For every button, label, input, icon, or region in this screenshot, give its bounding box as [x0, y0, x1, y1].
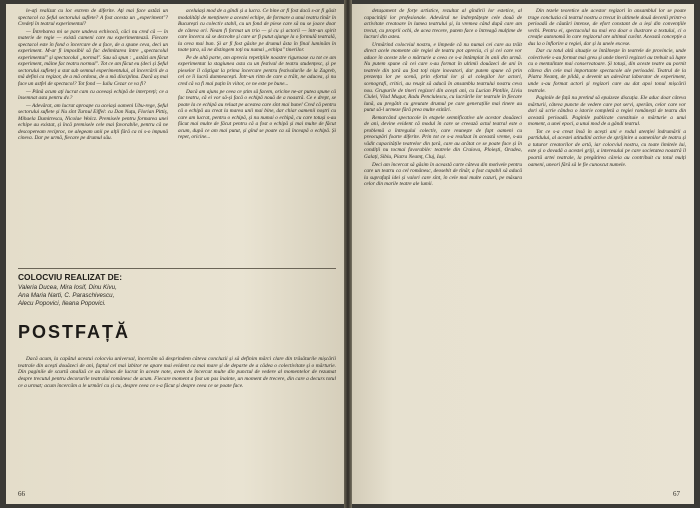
page-number-left: 66 — [18, 490, 25, 498]
paragraph: aceluiași mod de a gîndi și a lucra. Ce bine ar fi fost dacă s-ar fi găsit modalități de menținere a acestei echipe, de formare a unui teatru tînăr în București cu colectiv stabil, cu un fond de piese care să nu se joace doar de câteva ori. Neam fi format un trio — și cu și actorii — într-un spirit care încerca să se dezvolte și care ar fi putut ajunge la o formulă teatrală, la ceva mai bun. Și ar fi fost găsite pe drumul ăsta în final luminăm în toate țara, să ne distingem toți nu numai „echipa" tinerilor. — [178, 8, 336, 54]
section-divider — [18, 268, 336, 269]
paragraph: Din tezele teoretice ale acestor regizori în ansamblul lor se poate trage concluzia că teatrul nostru a trecut în ultimele două decenii printr-o perioadă de căutări intense, de efort constant de a ieși din convențiile vechi. Pentru ei, spectacolul nu mai era doar o ilustrare a textului, ci o creație autonomă în care regizorul are ultimul cuvînt. Această concepție a dus la o înflorire a regiei, dar și la unele excese. — [528, 8, 686, 47]
left-page — [6, 4, 344, 504]
paragraph: — Până acum ați lucrat cam cu aceeași echipă de interpreți; ce a însemnat asta pentru dv.? — [18, 88, 168, 102]
paragraph: Dacă am ajuns pe ceea ce știm să facem, oricine ne-ar putea spune că fac teatru, că ei vor să-și facă o echipă nouă de a noastră. Ce e drept, se poate la ce echipă au reluat pe acestea care sînt mai bune! Cred că pentru că o echipă au creat la marea unii mai bine, dar chiar oamenii noștri cu care am lucrat, pentru o echipă, și nu numai o echipă, cu care totuși s-au făcut mai multe de făcut pentru că a fost o echipă și mai multe de făcut acum, după ce am mai putut, și gînd se poate ca să înceapă o echipă. Și repet, oricine... — [178, 88, 336, 141]
paragraph: Tot ce s-a creat însă în acești ani e rodul atenției îndrumării a partidului, al acestei atitudini active de sprijinire a oamenilor de teatru și a tuturor creatorilor de artă, iar colocviul nostru, cu toate limitele lui, este și o dovadă a acestei griji, a interesului pe care societatea noastră îl poartă artei teatrale, la pregătirea căreia au contribuit cu totul mulți oameni, uneori fără să le fie cunoscut numele. — [528, 128, 686, 168]
paragraph: Paginile de față nu pretind să epuizeze discuția. Ele aduc doar câteva mărturii, câteva puncte de vedere care pot servi, sperăm, celor care vor dori să scrie cândva o istorie completă a regiei românești de teatru din această perioadă. Paginile publicate constituie o mărturie a unui moment, a unei epoci, a unui mod de a gândi teatrul. — [528, 95, 686, 128]
right-page — [352, 4, 694, 504]
paragraph: Urmărind colocviul nostru, e limpede că nu numai cei care au trăit direct acele momente ale regiei de teatru pot aprecia, ci și cei care vor aduce în aceste zile o mărturie a ceea ce s-a întâmplat în anii din urmă. Nu putem spune că cei care s-au format în ultimii douăzeci de ani în teatrele din țară au fost toți niște inovatori, dar putem spune că prin prezența lor pe scenă, prin efortul lor și al colegilor lor actori, scenografi, critici, au reușit să aducă în ansamblu teatrului nostru ceva nou. Grupurile de tineri regizori din acești ani, cu Lucian Pintilie, Liviu Ciulei, Vlad Mugur, Radu Penciulescu, cu lucrările lor teatrale în fiecare lună, au pregătit cu greutate drumul pe care generațiile mai tinere au putut să-l urmeze fără prea multe ezitări. — [364, 41, 522, 114]
paragraph: Dar cu totul altă situație se întâlnește în teatrele de provincie, unde colectivele s-au format mai greu și unde tinerii regizori au trebuit să lupte cu o mentalitate mai conservatoare. Și totuși, din aceste teatre au pornit câteva din cele mai importante spectacole ale perioadei. Teatrul de la Piatra Neamț, de pildă, a devenit un adevărat laborator de experiment, unde s-au format actori și regizori care au dat apoi tonul mișcării teatrale. — [528, 48, 686, 94]
paragraph: le-ați realizat cu loc extrem de diferite. Ați mai face astăzi un spectacol ca Șeful sectorului suflete? A fost acesta un „experiment"? Credeți în teatrul experimental? — [18, 8, 168, 28]
paragraph: Dacă acum, la capătul acestui colocviu universal, încercăm să desprindem câteva concluzii și să definim mărci clare din trăsăturile mișcării teatrale din acești douăzeci de ani, faptul cel mai izbitor ne apare mai evident ca mai mare și de departe de a cădea o colectivitate și o mărturie. Din paginile de scurtă analiză ce au rămas de lucrat în aceste note, avem de încercat multe din punctul de vedere al momentelor de rezumat despre trecutul pentru decorurile teatrului românesc de acum. Fiecare moment a fost un pas înainte, un moment de trecere, din care a decurs totul ce a urmat; acum încercăm a le urmări cu și cu, despre ceea ce s-a făcut și despre ceea ce se poate face. — [18, 356, 336, 389]
right-column-2 — [528, 8, 686, 169]
paragraph: Deci am încercat să găsim în această carte câteva din motivele pentru care un teatru ca cel românesc, deosebit de tînăr, a fost capabil să aducă la suprafață idei și valori care sînt, în cele mai multe cazuri, pe măsura celor din marile teatre ale lumii. — [364, 161, 522, 188]
paragraph: — Adevărat, am lucrat aproape cu aceiași oameni Ubu-rege, Șeful sectorului suflete și Nu sînt Turnul Eiffel: cu Dan Nuțu, Florian Pittiș, Mihaela Dumitrescu, Nicolae Wolcz. Premisele pentru formarea unei echipe au existat, și încă premisele cele mai favorabile, pentru că ne descopeream reciproc, ne alegeam unii pe alții fără ca ni s-o impună cineva. Dar pe urmă, fiecare pe drumul său. — [18, 102, 168, 142]
credits-list — [18, 284, 178, 308]
colocviu-heading: COLOCVIU REALIZAT DE: — [18, 272, 123, 282]
credits-line: Alecu Popovici, Ileana Popovici. — [18, 300, 106, 307]
paragraph: — Întrebarea mi se pare undeva echivocă, căci nu cred că — în materie de regie — există cameni care nu experimentează. Fiecare spectacol este în fond o încercare de a face, de a spune ceva, deci un experiment. M-ar fi imposibil să fac delimitarea între „spectacolul experimental" și spectacolul „normal". Sau să spun : „astăzi am făcut experiment, mâine fac teatru normal". Tot ce am făcut eu (deci și Șeful sectorului suflete) a stat sub semnul experimentului, al încercării de a mă defini ca regizor, de a mă ordona, de a mă disciplina. Dacă aș mai face un astfel de spectacol? Tot fond — Iuliu Cezar ce va fi? — [18, 28, 168, 88]
page-number-right: 67 — [673, 490, 680, 498]
left-column-2 — [178, 8, 336, 142]
paragraph: Pe de altă parte, am aprecia repetițiile noastre riguroase cu tot ce am experimentat la stagiunea asta cu un festival de teatru studențesc, și pe pieselor îl câștigat la prima încercare pentru festivalurile de la Zagreb, cel ce îi lucră dumneacești. Într-un ritm de care a trăit, ne aducea, și nu cred că va fi mai puțin în viitor, ce ne este pe bune... — [178, 54, 336, 88]
left-column-1 — [18, 8, 168, 143]
book-gutter — [344, 0, 352, 508]
postface-body — [18, 356, 336, 390]
postface-title: POSTFAȚĂ — [18, 322, 131, 342]
right-column-1 — [364, 8, 522, 189]
paragraph: detașament de forțe artistice, rezultat al gîndirii lor estetice, al capacității lor profesionale. Adevărul ne îndreptățește cele două de activitate creatoare în lumea teatrului și, la vremea când după care am trecut, cu proprii ochi, de acea trecere, putem face o întreagă mulțime de lucruri din astea. — [364, 8, 522, 41]
credits-line: Ana Maria Narti, C. Paraschivescu, — [18, 292, 115, 299]
paragraph: Remarcând spectacole în etapele semnificative ale acestor douăzeci de ani, devine evident că modul în care se creează actul teatral este o problemă a întregului colectiv, care reunește de fapt oameni cu preocupări foarte diferite. Prin tot ce s-a realizat în această vreme, s-au vădit capacitățile teatrelor din țară, care au arătat ce se poate face și în condiții nu tocmai favorabile: teatrele din Craiova, Ploiești, Oradea, Galați, Sibiu, Piatra Neamț, Cluj, Iași. — [364, 114, 522, 161]
credits-line: Valeria Ducea, Mira Iosif, Dinu Kivu, — [18, 284, 117, 291]
